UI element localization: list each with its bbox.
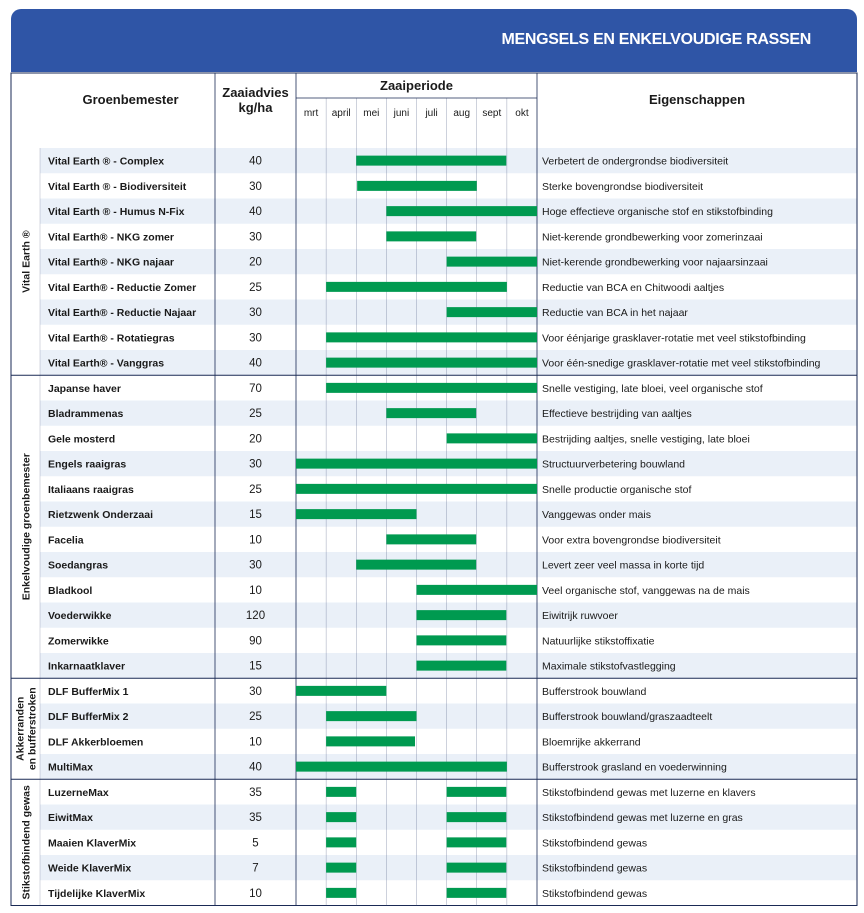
- plant-name: Italiaans raaigras: [48, 483, 134, 496]
- sowing-bar: [296, 762, 507, 772]
- seeding-rate: 30: [249, 307, 262, 320]
- month-label: okt: [515, 108, 529, 119]
- sowing-bar: [326, 383, 537, 393]
- seeding-rate: 40: [249, 155, 262, 168]
- sowing-bar: [386, 206, 537, 216]
- sowing-bar: [326, 711, 416, 721]
- seeding-rate: 35: [249, 786, 262, 799]
- sowing-bar: [386, 534, 476, 544]
- seeding-rate: 20: [249, 433, 262, 446]
- header-rate-unit: kg/ha: [238, 100, 273, 115]
- sowing-bar: [326, 736, 415, 746]
- month-label: mrt: [303, 108, 319, 119]
- header-name: Groenbemester: [82, 92, 179, 107]
- seeding-rate: 25: [249, 281, 262, 294]
- month-label: aug: [453, 108, 471, 119]
- property-text: Sterke bovengrondse biodiversiteit: [542, 180, 704, 193]
- month-label: sept: [482, 108, 502, 119]
- sowing-bar: [417, 585, 538, 595]
- property-text: Voor éénjarige grasklaver-rotatie met veel stikstofbinding: [542, 332, 806, 345]
- sowing-bar-second: [447, 787, 507, 797]
- sowing-bar: [447, 433, 537, 443]
- plant-name: Vital Earth® - NKG najaar: [48, 256, 174, 269]
- property-text: Verbetert de ondergrondse biodiversiteit: [542, 155, 729, 168]
- plant-name: Vital Earth® - Rotatiegras: [48, 332, 175, 345]
- seeding-rate: 25: [249, 408, 262, 421]
- seeding-rate: 25: [249, 711, 262, 724]
- property-text: Bloemrijke akkerrand: [542, 736, 641, 749]
- property-text: Vanggewas onder mais: [542, 509, 651, 522]
- property-text: Bufferstrook bouwland/graszaadteelt: [542, 711, 713, 724]
- property-text: Niet-kerende grondbewerking voor zomerinzaai: [542, 231, 763, 244]
- sowing-bar: [356, 560, 476, 570]
- group-label: Akkerranden: [14, 696, 27, 761]
- plant-name: DLF BufferMix 2: [48, 711, 129, 724]
- sowing-bar-second: [447, 837, 507, 847]
- sowing-bar: [326, 787, 356, 797]
- seeding-rate: 30: [249, 458, 262, 471]
- property-text: Voor extra bovengrondse biodiversiteit: [542, 534, 721, 547]
- plant-name: Bladrammenas: [48, 408, 124, 421]
- property-text: Bufferstrook grasland en voederwinning: [542, 761, 727, 774]
- property-text: Voor één-snedige grasklaver-rotatie met veel stikstofbinding: [542, 357, 821, 370]
- plant-name: Rietzwenk Onderzaai: [48, 509, 154, 522]
- plant-name: Facelia: [48, 534, 84, 547]
- plant-name: LuzerneMax: [48, 786, 109, 799]
- plant-name: Tijdelijke KlaverMix: [48, 887, 146, 900]
- sowing-bar-second: [447, 863, 507, 873]
- property-text: Reductie van BCA in het najaar: [542, 307, 688, 320]
- property-text: Maximale stikstofvastlegging: [542, 660, 676, 673]
- property-text: Reductie van BCA en Chitwoodi aaltjes: [542, 281, 725, 294]
- plant-name: MultiMax: [48, 761, 93, 774]
- property-text: Stikstofbindend gewas: [542, 837, 648, 850]
- property-text: Snelle vestiging, late bloei, veel organische stof: [542, 382, 763, 395]
- sowing-bar: [417, 635, 507, 645]
- seeding-rate: 10: [249, 584, 262, 597]
- sowing-bar: [417, 610, 507, 620]
- month-label: juli: [425, 108, 438, 119]
- seeding-rate: 30: [249, 180, 262, 193]
- property-text: Bestrijding aaltjes, snelle vestiging, late bloei: [542, 433, 750, 446]
- plant-name: Bladkool: [48, 584, 93, 597]
- plant-name: DLF Akkerbloemen: [48, 736, 144, 749]
- seeding-rate: 5: [252, 837, 259, 850]
- header-period: Zaaiperiode: [380, 78, 453, 93]
- sowing-bar: [447, 307, 537, 317]
- seeding-rate: 40: [249, 206, 262, 219]
- seeding-rate: 40: [249, 357, 262, 370]
- plant-name: Soedangras: [48, 559, 109, 572]
- plant-name: EiwitMax: [48, 812, 93, 825]
- property-text: Effectieve bestrijding van aaltjes: [542, 408, 692, 421]
- plant-name: Maaien KlaverMix: [48, 837, 137, 850]
- plant-name: Weide KlaverMix: [48, 862, 132, 875]
- plant-name: Gele mosterd: [48, 433, 116, 446]
- plant-name: Vital Earth ® - Complex: [48, 155, 165, 168]
- sowing-bar: [386, 231, 476, 241]
- property-text: Snelle productie organische stof: [542, 483, 692, 496]
- group-label: Enkelvoudige groenbemester: [20, 453, 33, 601]
- property-text: Stikstofbindend gewas: [542, 862, 648, 875]
- plant-name: Vital Earth® - Reductie Zomer: [48, 281, 197, 294]
- property-text: Bufferstrook bouwland: [542, 685, 647, 698]
- sowing-bar-second: [447, 812, 507, 822]
- plant-name: Vital Earth® - Vanggras: [48, 357, 165, 370]
- sowing-bar: [326, 863, 356, 873]
- month-label: juni: [393, 108, 410, 119]
- seeding-rate: 30: [249, 332, 262, 345]
- sowing-bar: [296, 686, 386, 696]
- plant-name: Japanse haver: [48, 382, 121, 395]
- sowing-bar: [326, 282, 507, 292]
- plant-name: Vital Earth® - NKG zomer: [48, 231, 174, 244]
- property-text: Structuurverbetering bouwland: [542, 458, 686, 471]
- row-stripe: [40, 502, 857, 527]
- seeding-rate: 15: [249, 509, 262, 522]
- sowing-bar: [326, 812, 356, 822]
- property-text: Veel organische stof, vanggewas na de mais: [542, 584, 750, 597]
- plant-name: Vital Earth ® - Biodiversiteit: [48, 180, 187, 193]
- row-stripe: [40, 704, 857, 729]
- group-label: Vital Earth ®: [20, 230, 33, 293]
- sowing-bar: [326, 358, 537, 368]
- sowing-bar: [296, 484, 537, 494]
- plant-name: Engels raaigras: [48, 458, 127, 471]
- sowing-bar: [326, 837, 356, 847]
- property-text: Stikstofbindend gewas met luzerne en gras: [542, 812, 743, 825]
- seeding-rate: 10: [249, 887, 262, 900]
- sowing-bar: [447, 257, 537, 267]
- seeding-rate: 7: [252, 862, 259, 875]
- sowing-bar: [417, 661, 507, 671]
- property-text: Hoge effectieve organische stof en stikstofbinding: [542, 206, 773, 219]
- group-label: en bufferstroken: [26, 687, 39, 771]
- seeding-rate: 30: [249, 231, 262, 244]
- plant-name: Inkarnaatklaver: [48, 660, 126, 673]
- page-title: MENGSELS EN ENKELVOUDIGE RASSEN: [501, 31, 811, 48]
- seeding-rate: 10: [249, 736, 262, 749]
- seeding-rate: 40: [249, 761, 262, 774]
- header-properties: Eigenschappen: [648, 92, 746, 107]
- plant-name: Voederwikke: [48, 610, 112, 623]
- month-label: april: [331, 108, 351, 119]
- plant-name: Vital Earth® - Reductie Najaar: [48, 307, 197, 320]
- sowing-bar-second: [447, 888, 507, 898]
- seeding-rate: 25: [249, 483, 262, 496]
- plant-name: DLF BufferMix 1: [48, 685, 129, 698]
- seeding-rate: 120: [245, 610, 266, 623]
- property-text: Natuurlijke stikstoffixatie: [542, 635, 655, 648]
- sowing-bar: [356, 156, 506, 166]
- property-text: Levert zeer veel massa in korte tijd: [542, 559, 705, 572]
- sowing-bar: [296, 459, 537, 469]
- plant-name: Zomerwikke: [48, 635, 109, 648]
- sowing-bar: [326, 888, 356, 898]
- seeding-rate: 30: [249, 559, 262, 572]
- header-rate: Zaaiadvies: [222, 85, 289, 100]
- plant-name: Vital Earth ® - Humus N-Fix: [48, 206, 185, 219]
- property-text: Eiwitrijk ruwvoer: [542, 610, 618, 623]
- seeding-rate: 20: [249, 256, 262, 269]
- property-text: Niet-kerende grondbewerking voor najaarsinzaai: [542, 256, 768, 269]
- month-label: mei: [363, 108, 380, 119]
- seeding-rate: 10: [249, 534, 262, 547]
- sowing-bar: [357, 181, 477, 191]
- sowing-bar: [386, 408, 476, 418]
- group-label: Stikstofbindend gewas: [20, 785, 33, 900]
- sowing-bar: [326, 332, 537, 342]
- property-text: Stikstofbindend gewas met luzerne en klavers: [542, 786, 756, 799]
- seeding-rate: 90: [249, 635, 262, 648]
- seeding-rate: 30: [249, 685, 262, 698]
- seeding-rate: 35: [249, 812, 262, 825]
- sowing-bar: [296, 509, 417, 519]
- seeding-rate: 15: [249, 660, 262, 673]
- seeding-rate: 70: [249, 382, 262, 395]
- property-text: Stikstofbindend gewas: [542, 887, 648, 900]
